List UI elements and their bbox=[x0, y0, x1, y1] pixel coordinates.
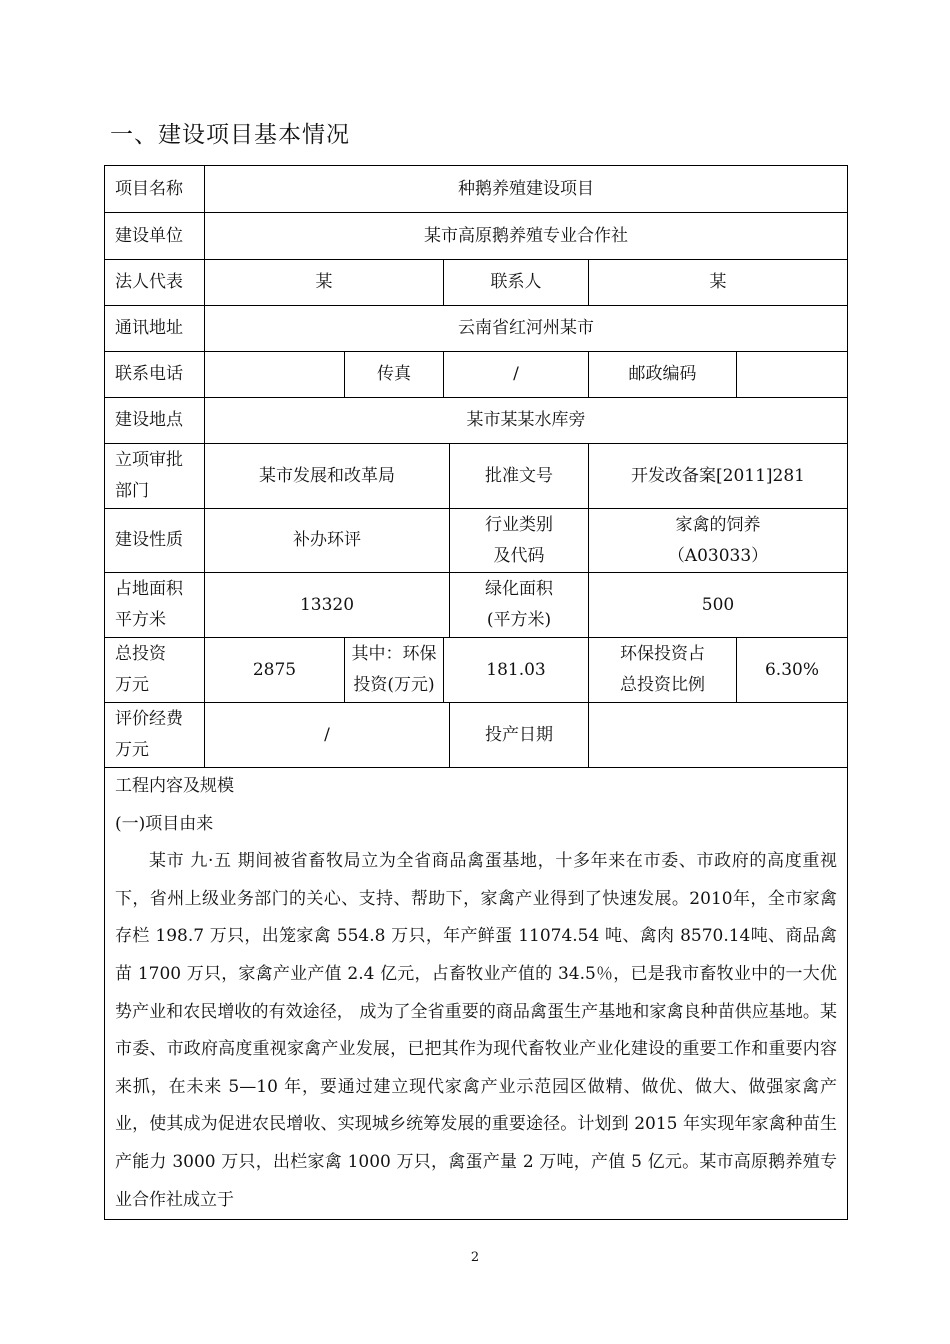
industry-label: 行业类别 及代码 bbox=[450, 509, 589, 573]
row-builder bbox=[105, 213, 848, 260]
prod-date-value bbox=[589, 703, 848, 768]
phone-label: 联系电话 bbox=[105, 352, 205, 398]
row-content bbox=[105, 768, 848, 1220]
invest-label: 总投资 万元 bbox=[105, 638, 205, 703]
project-name-label: 项目名称 bbox=[105, 166, 205, 213]
env-invest-label: 其中：环保 投资(万元) bbox=[345, 638, 444, 703]
contact-label: 联系人 bbox=[444, 260, 589, 306]
industry-value: 家禽的饲养 （A03033） bbox=[589, 509, 848, 573]
area-label: 占地面积 平方米 bbox=[105, 573, 205, 638]
fax-value: / bbox=[444, 352, 589, 398]
project-name-value: 种鹅养殖建设项目 bbox=[205, 166, 848, 213]
postcode-label: 邮政编码 bbox=[589, 352, 737, 398]
approval-dept-value: 某市发展和改革局 bbox=[205, 444, 450, 509]
invest-value: 2875 bbox=[205, 638, 345, 703]
prod-date-label: 投产日期 bbox=[450, 703, 589, 768]
row-area bbox=[105, 573, 848, 638]
content-paragraph: 某市 九·五 期间被省畜牧局立为全省商品禽蛋基地，十多年来在市委、市政府的高度重视下，省州上级业务部门的关心、支持、帮助下，家禽产业得到了快速发展。2010年，全市家禽存栏 198.7 万只，出笼家禽 554.8 万只，年产鲜蛋 11074.54 吨、禽肉 8570.14吨、商品禽苗 1700 万只，家禽产业产值 2.4 亿元，占畜牧业产值的 34.5％，已是我市畜牧业中的一大优势产业和农民增收的有效途径， 成为了全省重要的商品禽蛋生产基地和家禽良种苗供应基地。某市委、市政府高度重视家禽产业发展，已把其作为现代畜牧业产业化建设的重要工作和重要内容来抓，在未来 5—10 年，要通过建立现代家禽产业示范园区做精、做优、做大、做强家禽产业，使其成为促进农民增收、实现城乡统筹发展的重要途径。计划到 2015 年实现年家禽种苗生产能力 3000 万只，出栏家禽 1000 万只，禽蛋产量 2 万吨，产值 5 亿元。某市高原鹅养殖专业合作社成立于 bbox=[115, 851, 837, 1210]
builder-value: 某市高原鹅养殖专业合作社 bbox=[205, 213, 848, 260]
phone-value bbox=[205, 352, 345, 398]
project-content-cell bbox=[105, 768, 848, 1220]
row-project-name bbox=[105, 166, 848, 213]
row-phone bbox=[105, 352, 848, 398]
env-invest-value: 181.03 bbox=[444, 638, 589, 703]
site-value: 某市某某水库旁 bbox=[205, 398, 848, 444]
page-number: 2 bbox=[470, 1250, 480, 1265]
row-nature bbox=[105, 509, 848, 573]
area-value: 13320 bbox=[205, 573, 450, 638]
env-ratio-value: 6.30% bbox=[737, 638, 848, 703]
fax-label: 传真 bbox=[345, 352, 444, 398]
legal-rep-label: 法人代表 bbox=[105, 260, 205, 306]
content-title: 工程内容及规模 bbox=[115, 776, 234, 796]
row-investment bbox=[105, 638, 848, 703]
legal-rep-value: 某 bbox=[205, 260, 444, 306]
green-value: 500 bbox=[589, 573, 848, 638]
row-approval bbox=[105, 444, 848, 509]
project-info-table bbox=[104, 165, 848, 1220]
row-site bbox=[105, 398, 848, 444]
address-label: 通讯地址 bbox=[105, 306, 205, 352]
approval-no-label: 批准文号 bbox=[450, 444, 589, 509]
eval-fee-value: / bbox=[205, 703, 450, 768]
approval-no-value: 开发改备案[2011]281 bbox=[589, 444, 848, 509]
contact-value: 某 bbox=[589, 260, 848, 306]
row-address bbox=[105, 306, 848, 352]
row-legal-rep bbox=[105, 260, 848, 306]
section-heading: 一、建设项目基本情况 bbox=[110, 122, 350, 148]
row-eval-fee bbox=[105, 703, 848, 768]
builder-label: 建设单位 bbox=[105, 213, 205, 260]
green-label: 绿化面积 (平方米) bbox=[450, 573, 589, 638]
nature-label: 建设性质 bbox=[105, 509, 205, 573]
nature-value: 补办环评 bbox=[205, 509, 450, 573]
postcode-value bbox=[737, 352, 848, 398]
env-ratio-label: 环保投资占 总投资比例 bbox=[589, 638, 737, 703]
eval-fee-label: 评价经费 万元 bbox=[105, 703, 205, 768]
approval-dept-label: 立项审批 部门 bbox=[105, 444, 205, 509]
site-label: 建设地点 bbox=[105, 398, 205, 444]
address-value: 云南省红河州某市 bbox=[205, 306, 848, 352]
content-subtitle: (一)项目由来 bbox=[115, 813, 214, 834]
